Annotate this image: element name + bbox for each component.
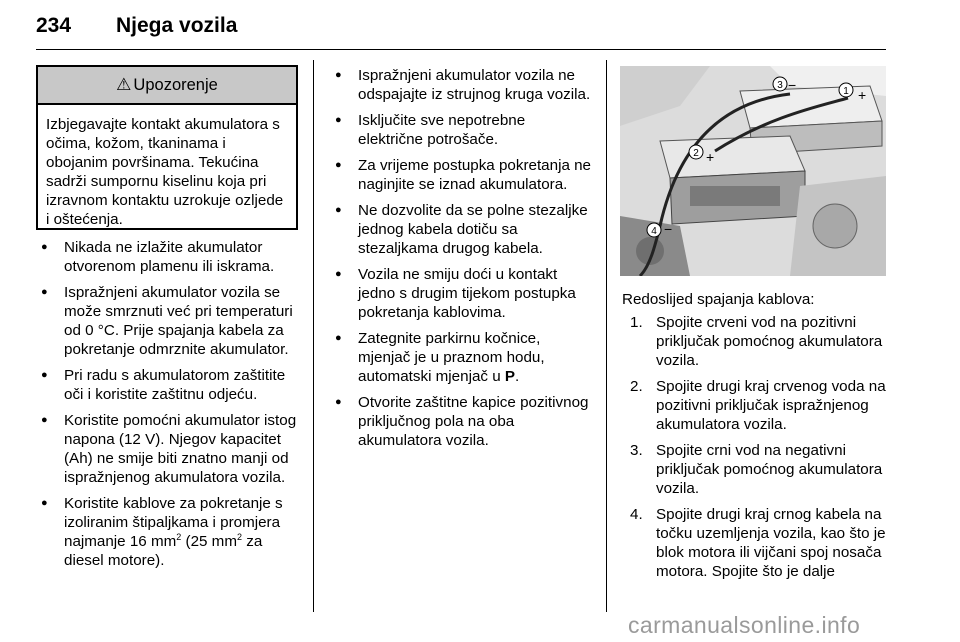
column-2-list — [330, 66, 592, 450]
list-item — [36, 494, 304, 570]
step-number: 2. — [630, 378, 643, 395]
column-1 — [36, 238, 304, 577]
warning-triangle-icon: ⚠ — [116, 75, 132, 94]
list-item: ● Ispražnjeni akumulator vozila ne odspajajte iz strujnog kruga vozila. — [330, 66, 592, 104]
engine-bay-illustration — [620, 66, 886, 276]
svg-text:+: + — [858, 87, 867, 103]
column-divider-right — [606, 60, 607, 612]
gear-text: Zategnite parkirnu kočnice, mjenjač je u praznom hodu, automatski mjenjač u — [358, 330, 545, 385]
warning-box — [36, 65, 298, 230]
list-item: ● Pri radu s akumulatorom zaštitite oči i koristite zaštitnu odjeću. — [36, 366, 304, 404]
step-number: 4. — [630, 506, 643, 523]
watermark: carmanualsonline.info — [628, 612, 861, 638]
svg-text:4: 4 — [651, 226, 657, 237]
column-divider-left — [313, 60, 314, 612]
cable-spec-text: (25 mm — [181, 533, 237, 550]
svg-text:+: + — [706, 149, 715, 165]
cable-spec-text: Koristite kablove za pokretanje s izoliranim štipaljkama i promjera najmanje 16 mm — [64, 495, 283, 550]
sequence-steps — [622, 313, 888, 581]
header-rule — [36, 49, 886, 50]
svg-text:2: 2 — [693, 148, 699, 159]
gear-p-label: P — [504, 368, 516, 385]
list-item: ● Ne dozvolite da se polne stezaljke jednog kabela dotiču sa stezaljkama drugog kabela. — [330, 201, 592, 258]
list-item — [630, 377, 888, 434]
step-text: Spojite drugi kraj crvenog voda na pozitivni priključak ispražnjenog akumulatora vozila. — [656, 378, 886, 433]
column-3 — [622, 290, 888, 588]
page-number: 234 — [36, 14, 72, 37]
step-text: Spojite drugi kraj crnog kabela na točku uzemljenja vozila, kao što je blok motora ili vijčani spoj nosača motora. Spojite što je dalje — [656, 506, 886, 580]
list-item: ● Otvorite zaštitne kapice pozitivnog priključnog pola na oba akumulatora vozila. — [330, 393, 592, 450]
page-title: Njega vozila — [116, 14, 238, 37]
jump-start-photo — [620, 66, 886, 276]
step-text: Spojite crveni vod na pozitivni priključak pomoćnog akumulatora vozila. — [656, 314, 883, 369]
list-item: ● Isključite sve nepotrebne električne potrošače. — [330, 111, 592, 149]
warning-title: Upozorenje — [133, 75, 218, 94]
svg-text:1: 1 — [843, 86, 849, 97]
list-item — [330, 329, 592, 386]
warning-header — [38, 67, 296, 105]
superscript: 2 — [176, 531, 182, 542]
list-item: ● Koristite pomoćni akumulator istog napona (12 V). Njegov kapacitet (Ah) ne smije biti znatno manji od ispražnjenog akumulatora vozila. — [36, 411, 304, 487]
step-text: Spojite crni vod na negativni priključak pomoćnog akumulatora vozila. — [656, 442, 883, 497]
list-item — [630, 313, 888, 370]
sequence-intro: Redoslijed spajanja kablova: — [622, 291, 815, 308]
svg-text:3: 3 — [777, 80, 783, 91]
column-1-list — [36, 238, 304, 570]
svg-text:−: − — [664, 221, 673, 237]
list-item: ● Vozila ne smiju doći u kontakt jedno s drugim tijekom postupka pokretanja kablovima. — [330, 265, 592, 322]
list-item — [630, 441, 888, 498]
list-item — [630, 505, 888, 581]
cable-spec-text: za diesel motore). — [64, 533, 263, 569]
gear-text: . — [515, 368, 520, 385]
step-number: 3. — [630, 442, 643, 459]
list-item: ● Za vrijeme postupka pokretanja ne naginjite se iznad akumulatora. — [330, 156, 592, 194]
svg-text:−: − — [788, 77, 797, 93]
list-item: ● Ispražnjeni akumulator vozila se može smrznuti već pri temperaturi od 0 °C. Prije spajanja kabela za pokretanje odmrznite akumulator. — [36, 283, 304, 359]
column-2 — [330, 66, 592, 457]
superscript: 2 — [237, 531, 243, 542]
step-number: 1. — [630, 314, 643, 331]
warning-text: Izbjegavajte kontakt akumulatora s očima, kožom, tkaninama i obojanim površinama. Tekućina sadrži sumpornu kiselinu koja pri izravnom kontaktu uzrokuje ozljede i oštećenja. — [46, 116, 284, 228]
list-item: ● Nikada ne izlažite akumulator otvorenom plamenu ili iskrama. — [36, 238, 304, 276]
